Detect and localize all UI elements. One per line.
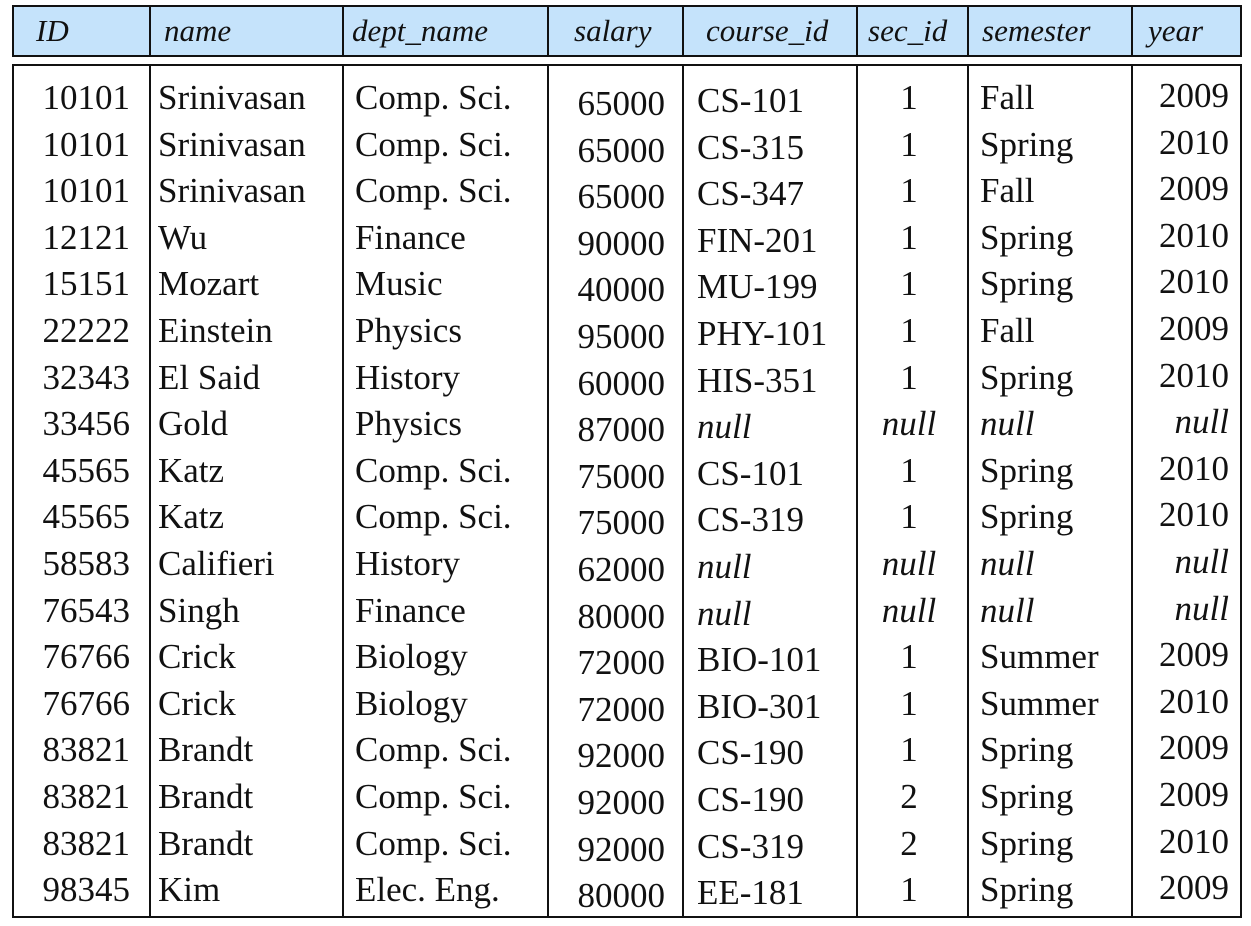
cell-sec-id: 1 <box>900 637 918 677</box>
column-header-sec-id: sec_id <box>868 13 948 48</box>
cell-name: Katz <box>158 450 225 490</box>
cell-name: Srinivasan <box>158 78 306 117</box>
cell-year: 2009 <box>1159 635 1229 675</box>
cell-id: 98345 <box>42 870 130 910</box>
cell-salary: 95000 <box>577 317 665 356</box>
column-divider <box>682 5 684 57</box>
cell-salary: 75000 <box>577 456 665 496</box>
column-divider <box>682 64 684 918</box>
column-divider <box>547 64 549 918</box>
cell-sec-id: 1 <box>900 497 918 537</box>
column-header-course-id: course_id <box>706 13 829 48</box>
cell-salary: 65000 <box>577 84 665 123</box>
cell-dept-name: Music <box>355 264 443 304</box>
cell-name: Califieri <box>158 544 275 583</box>
cell-year: 2009 <box>1159 775 1229 814</box>
cell-semester: Spring <box>980 217 1074 257</box>
cell-name: Gold <box>158 404 228 444</box>
cell-dept-name: History <box>355 357 460 397</box>
cell-name: Brandt <box>158 730 254 770</box>
cell-course-id: CS-101 <box>697 453 804 493</box>
column-header-dept-name: dept_name <box>352 13 489 48</box>
cell-dept-name: Physics <box>355 404 462 444</box>
cell-semester: Summer <box>980 683 1099 723</box>
cell-dept-name: Physics <box>355 311 462 350</box>
cell-id: 32343 <box>42 357 130 397</box>
cell-course-id: FIN-201 <box>697 220 818 260</box>
cell-id: 83821 <box>42 823 130 863</box>
cell-semester: null <box>980 590 1035 630</box>
cell-id: 76766 <box>42 637 130 677</box>
cell-course-id: null <box>697 593 752 633</box>
cell-salary: 72000 <box>577 643 665 683</box>
cell-course-id: CS-101 <box>697 81 804 120</box>
cell-course-id: MU-199 <box>697 267 818 307</box>
cell-id: 15151 <box>42 264 130 304</box>
cell-year: 2009 <box>1159 728 1229 768</box>
cell-course-id: CS-319 <box>697 500 804 540</box>
cell-id: 58583 <box>42 544 130 583</box>
cell-salary: 92000 <box>577 829 665 869</box>
cell-course-id: CS-315 <box>697 127 804 167</box>
cell-salary: 92000 <box>577 783 665 822</box>
cell-name: Srinivasan <box>158 171 306 211</box>
cell-name: Brandt <box>158 823 254 863</box>
cell-dept-name: History <box>355 544 460 583</box>
cell-sec-id: 1 <box>900 311 918 350</box>
cell-name: Brandt <box>158 777 254 816</box>
cell-id: 83821 <box>42 730 130 770</box>
cell-course-id: CS-190 <box>697 733 804 773</box>
column-divider <box>547 5 549 57</box>
cell-course-id: BIO-101 <box>697 640 822 680</box>
cell-dept-name: Comp. Sci. <box>355 497 512 537</box>
cell-name: Mozart <box>158 264 260 304</box>
cell-name: El Said <box>158 357 261 397</box>
cell-year: 2009 <box>1159 76 1229 115</box>
cell-semester: Spring <box>980 497 1074 537</box>
cell-sec-id: 1 <box>900 683 918 723</box>
cell-year: null <box>1174 542 1229 581</box>
cell-year: 2010 <box>1159 262 1229 302</box>
cell-salary: 90000 <box>577 223 665 263</box>
cell-dept-name: Finance <box>355 590 466 630</box>
cell-semester: Fall <box>980 171 1035 211</box>
cell-dept-name: Comp. Sci. <box>355 78 512 117</box>
cell-semester: Spring <box>980 730 1074 770</box>
cell-semester: Spring <box>980 777 1074 816</box>
cell-sec-id: 1 <box>900 264 918 304</box>
column-divider <box>967 5 969 57</box>
cell-name: Kim <box>158 870 221 910</box>
column-header-id: ID <box>36 13 69 48</box>
cell-semester: Spring <box>980 823 1074 863</box>
cell-dept-name: Comp. Sci. <box>355 823 512 863</box>
cell-id: 22222 <box>42 311 130 350</box>
cell-dept-name: Comp. Sci. <box>355 730 512 770</box>
cell-id: 83821 <box>42 777 130 816</box>
cell-name: Singh <box>158 590 240 630</box>
cell-dept-name: Biology <box>355 683 468 723</box>
cell-name: Katz <box>158 497 225 537</box>
cell-id: 76543 <box>42 590 130 630</box>
cell-sec-id: 1 <box>900 357 918 397</box>
cell-sec-id: 2 <box>900 823 918 863</box>
cell-name: Crick <box>158 683 236 723</box>
cell-sec-id: 1 <box>900 124 918 164</box>
cell-name: Wu <box>158 217 208 257</box>
cell-semester: null <box>980 404 1035 444</box>
column-header-salary: salary <box>574 13 652 48</box>
cell-course-id: null <box>697 547 752 586</box>
cell-semester: Spring <box>980 124 1074 164</box>
cell-sec-id: 1 <box>900 171 918 211</box>
column-header-year: year <box>1148 13 1204 48</box>
cell-sec-id: 1 <box>900 450 918 490</box>
column-divider <box>149 5 151 57</box>
cell-salary: 65000 <box>577 177 665 217</box>
column-header-semester: semester <box>982 13 1091 48</box>
cell-sec-id: 1 <box>900 870 918 910</box>
column-divider <box>342 5 344 57</box>
cell-salary: 75000 <box>577 503 665 543</box>
cell-salary: 87000 <box>577 410 665 450</box>
cell-id: 45565 <box>42 497 130 537</box>
cell-year: 2009 <box>1159 868 1229 908</box>
cell-course-id: null <box>697 407 752 447</box>
cell-salary: 40000 <box>577 270 665 310</box>
cell-course-id: CS-319 <box>697 826 804 866</box>
cell-sec-id: 1 <box>900 78 918 117</box>
cell-semester: Spring <box>980 264 1074 304</box>
cell-dept-name: Biology <box>355 637 468 677</box>
cell-course-id: HIS-351 <box>697 360 818 400</box>
cell-salary: 92000 <box>577 736 665 776</box>
cell-sec-id: 2 <box>900 777 918 816</box>
column-divider <box>856 5 858 57</box>
cell-dept-name: Comp. Sci. <box>355 171 512 211</box>
cell-semester: Spring <box>980 870 1074 910</box>
cell-dept-name: Comp. Sci. <box>355 124 512 164</box>
cell-year: 2010 <box>1159 122 1229 162</box>
cell-semester: Fall <box>980 78 1035 117</box>
cell-salary: 72000 <box>577 689 665 729</box>
cell-id: 10101 <box>42 124 130 164</box>
cell-year: 2010 <box>1159 448 1229 488</box>
cell-course-id: BIO-301 <box>697 686 822 726</box>
cell-sec-id: 1 <box>900 217 918 257</box>
cell-year: 2010 <box>1159 355 1229 395</box>
cell-salary: 60000 <box>577 363 665 403</box>
cell-semester: Spring <box>980 357 1074 397</box>
cell-sec-id: null <box>881 544 937 583</box>
cell-sec-id: null <box>881 590 937 630</box>
cell-semester: Fall <box>980 311 1035 350</box>
column-header-name: name <box>164 13 232 48</box>
cell-salary: 80000 <box>577 876 665 916</box>
column-divider <box>1131 64 1133 918</box>
cell-id: 12121 <box>42 217 130 257</box>
cell-dept-name: Finance <box>355 217 466 257</box>
cell-salary: 62000 <box>577 550 665 589</box>
cell-name: Crick <box>158 637 236 677</box>
cell-year: 2009 <box>1159 169 1229 209</box>
cell-year: 2009 <box>1159 309 1229 348</box>
cell-course-id: CS-190 <box>697 780 804 819</box>
cell-course-id: CS-347 <box>697 174 804 214</box>
cell-id: 10101 <box>42 78 130 117</box>
cell-semester: Spring <box>980 450 1074 490</box>
cell-name: Srinivasan <box>158 124 306 164</box>
cell-name: Einstein <box>158 311 273 350</box>
cell-dept-name: Comp. Sci. <box>355 450 512 490</box>
cell-year: 2010 <box>1159 215 1229 255</box>
cell-course-id: PHY-101 <box>697 314 828 353</box>
cell-id: 33456 <box>42 404 130 444</box>
cell-year: null <box>1174 588 1229 628</box>
column-divider <box>967 64 969 918</box>
column-divider <box>1131 5 1133 57</box>
cell-sec-id: 1 <box>900 730 918 770</box>
cell-course-id: EE-181 <box>697 873 804 913</box>
cell-salary: 80000 <box>577 596 665 636</box>
column-divider <box>149 64 151 918</box>
cell-id: 10101 <box>42 171 130 211</box>
cell-id: 45565 <box>42 450 130 490</box>
cell-dept-name: Comp. Sci. <box>355 777 512 816</box>
cell-id: 76766 <box>42 683 130 723</box>
cell-year: 2010 <box>1159 821 1229 861</box>
cell-salary: 65000 <box>577 130 665 170</box>
cell-semester: Summer <box>980 637 1099 677</box>
cell-year: 2010 <box>1159 495 1229 535</box>
cell-semester: null <box>980 544 1035 583</box>
cell-dept-name: Elec. Eng. <box>355 870 500 910</box>
cell-year: 2010 <box>1159 681 1229 721</box>
cell-sec-id: null <box>881 404 937 444</box>
cell-year: null <box>1174 402 1229 442</box>
